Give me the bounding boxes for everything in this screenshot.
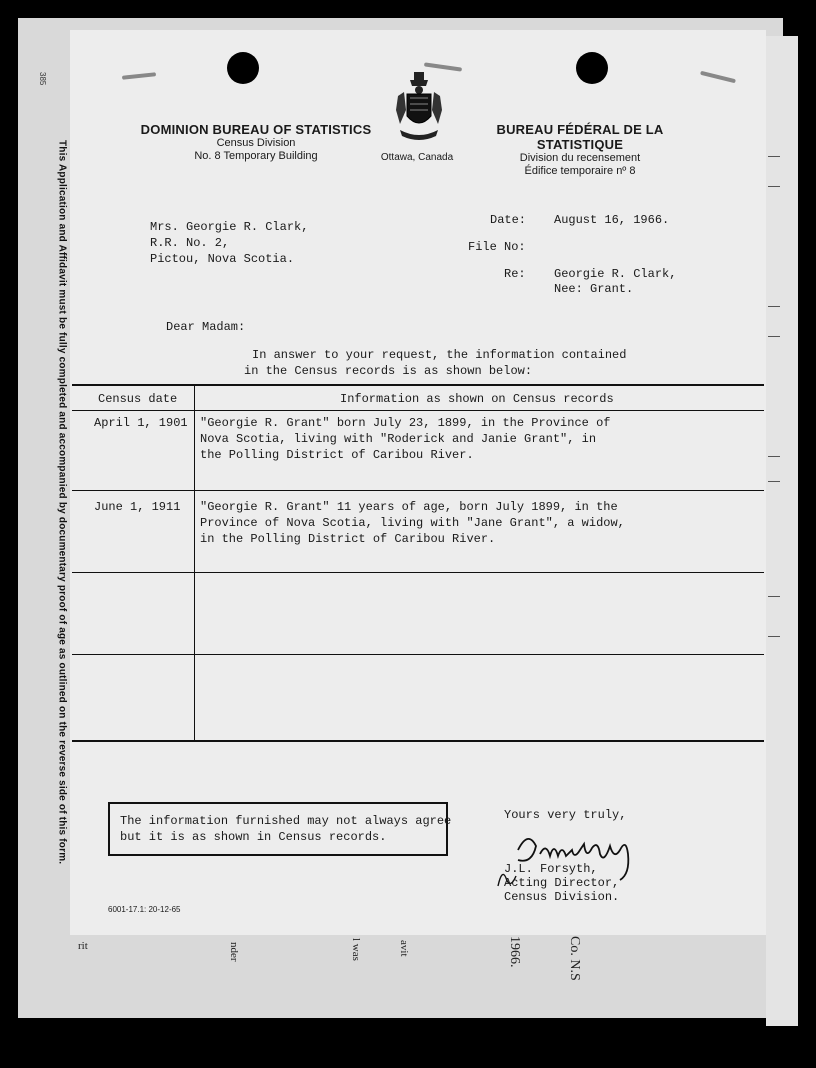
edge-tick [768,456,780,457]
city-line: Ottawa, Canada [380,152,454,163]
letterhead-french [462,122,698,178]
bureau-name-fr: BUREAU FÉDÉRAL DE LA STATISTIQUE [496,122,664,152]
edge-tick [768,156,780,157]
row-divider [72,654,764,655]
underlying-fragment: nder [228,942,240,962]
punch-hole [576,52,608,84]
signatory-name: J.L. Forsyth, [504,862,598,876]
census-info-line: Province of Nova Scotia, living with "Jane Grant", a widow, [200,516,625,530]
underlying-fragment: 1966. [507,936,522,968]
underlying-fragment: l was [350,938,362,961]
division-fr: Division du recensement [519,152,641,164]
re-name: Georgie R. Clark, [554,267,677,281]
census-date-cell: April 1, 1901 [94,416,188,430]
date-label: Date: [490,213,527,227]
underlying-page-edge [766,36,798,1026]
punch-hole [227,52,259,84]
census-info-line: Nova Scotia, living with "Roderick and Janie Grant", in [200,432,597,446]
census-date-cell: June 1, 1911 [94,500,181,514]
form-code: 385 [38,72,47,86]
edge-tick [768,481,780,482]
coat-of-arms-icon [392,70,446,146]
edge-tick [768,636,780,637]
edge-tick [768,336,780,337]
building-en: No. 8 Temporary Building [194,150,318,162]
signatory-division: Census Division. [504,890,620,904]
disclaimer-box [108,802,452,856]
affidavit-instruction: This Application and Affidavit must be fully completed and accompanied by documentary proof of age as outlined on the reverse side of this form. [56,140,68,865]
underlying-fragment: avit [398,940,410,957]
census-info-line: "Georgie R. Grant" born July 23, 1899, in the Province of [200,416,611,430]
census-letter [70,30,766,935]
closing: Yours very truly, [504,808,627,822]
intro-line: in the Census records is as shown below: [244,364,533,378]
recipient-line: R.R. No. 2, [150,236,230,250]
intro-line: In answer to your request, the information contained [252,348,627,362]
staple [700,71,736,84]
form-number: 6001-17.1: 20-12-65 [108,905,181,914]
recipient-line: Pictou, Nova Scotia. [150,252,295,266]
underlying-fragment: Co. N.S [567,936,582,981]
census-info-line: in the Polling District of Caribou River. [200,532,496,546]
census-info-line: "Georgie R. Grant" 11 years of age, born July 1899, in the [200,500,618,514]
disclaimer-line: but it is as shown in Census records. [120,830,387,844]
row-divider [72,572,764,573]
staple [122,72,156,80]
salutation: Dear Madam: [166,320,246,334]
building-fr: Édifice temporaire nº 8 [524,165,636,177]
disclaimer-line: The information furnished may not always agree [120,814,452,828]
header-divider [72,410,764,411]
edge-tick [768,306,780,307]
column-header-info: Information as shown on Census records [340,392,614,406]
date-value: August 16, 1966. [554,213,670,227]
re-label: Re: [504,267,526,281]
file-no-label: File No: [468,240,526,254]
edge-tick [768,596,780,597]
column-divider [194,386,195,740]
row-divider [72,490,764,491]
letterhead-english [140,122,372,163]
re-maiden-name: Nee: Grant. [554,282,634,296]
signatory-title: Acting Director, [504,876,620,890]
census-records-table [72,384,764,742]
census-info-line: the Polling District of Caribou River. [200,448,474,462]
division-en: Census Division [216,137,296,149]
underlying-fragment: rit [78,940,88,952]
recipient-line: Mrs. Georgie R. Clark, [150,220,309,234]
edge-tick [768,186,780,187]
column-header-date: Census date [98,392,178,406]
bureau-name-en: DOMINION BUREAU OF STATISTICS [140,122,372,137]
